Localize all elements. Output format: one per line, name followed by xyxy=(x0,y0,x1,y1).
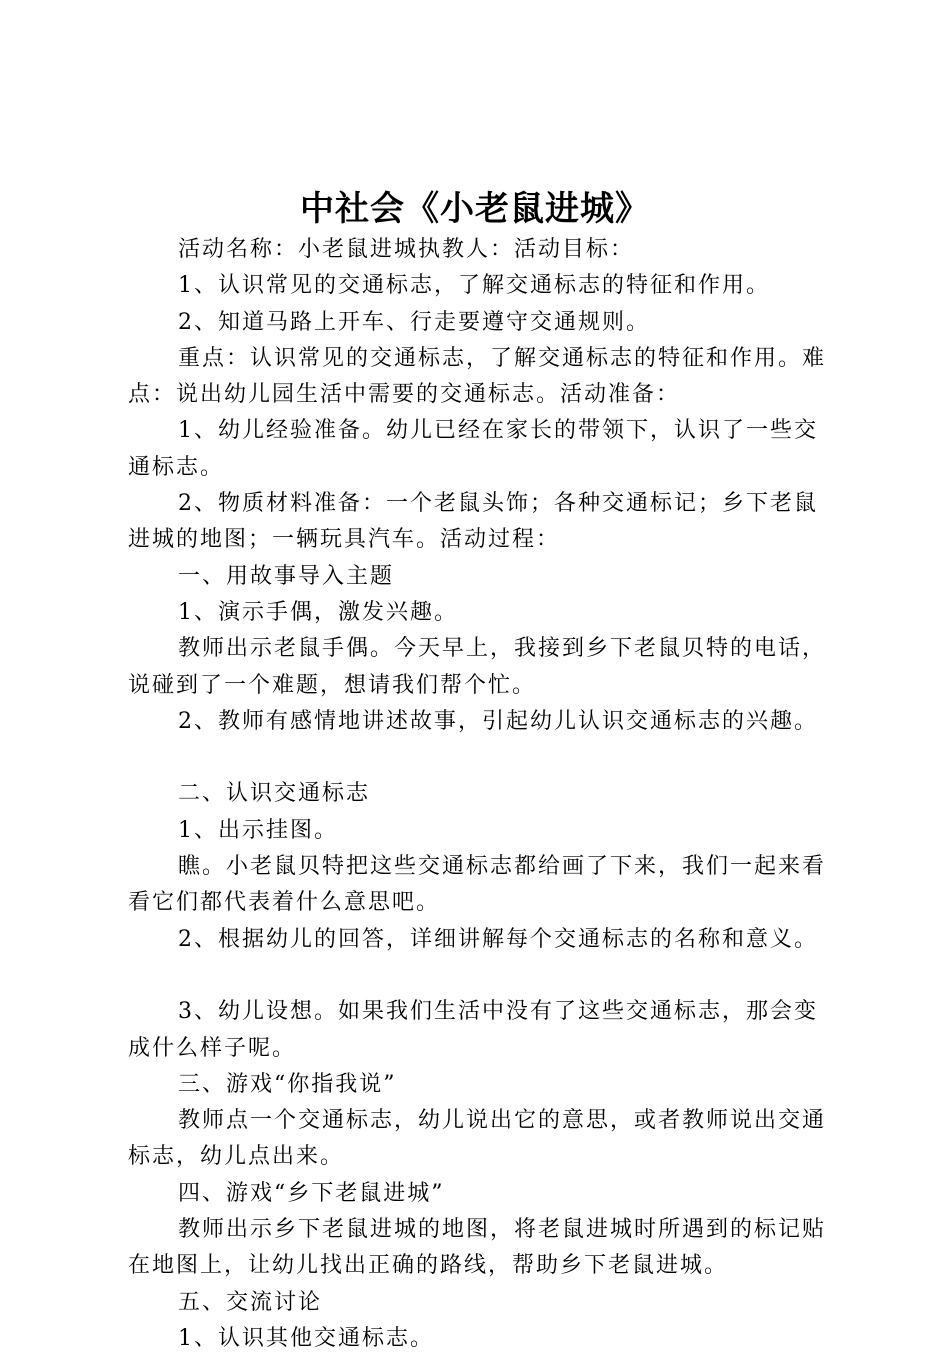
paragraph: 1、出示挂图。 xyxy=(178,817,338,843)
paragraph: 2、知道马路上开车、行走要遵守交通规则。 xyxy=(178,309,650,335)
paragraph: 1、演示手偶，激发兴趣。 xyxy=(178,599,458,625)
paragraph: 重点：认识常见的交通标志，了解交通标志的特征和作用。难点：说出幼儿园生活中需要的交通标志。活动准备： xyxy=(128,345,827,408)
paragraph: 一、用故事导入主题 xyxy=(178,563,395,589)
paragraph: 瞧。小老鼠贝特把这些交通标志都给画了下来，我们一起来看看它们都代表着什么意思吧。 xyxy=(128,854,827,916)
paragraph: 2、根据幼儿的回答，详细讲解每个交通标志的名称和意义。 xyxy=(178,926,818,952)
paragraph: 1、幼儿经验准备。幼儿已经在家长的带领下，认识了一些交通标志。 xyxy=(128,418,818,480)
blank-line xyxy=(128,958,838,994)
document-title: 中社会《小老鼠进城》 xyxy=(300,189,650,229)
paragraph: 二、认识交通标志 xyxy=(178,781,371,807)
paragraph: 五、交流讨论 xyxy=(178,1289,323,1315)
paragraph: 教师出示乡下老鼠进城的地图，将老鼠进城时所遇到的标记贴在地图上，让幼儿找出正确的路线，帮助乡下老鼠进城。 xyxy=(128,1217,827,1279)
paragraph: 1、认识其他交通标志。 xyxy=(178,1325,434,1351)
blank-line xyxy=(128,740,838,776)
paragraph: 3、幼儿设想。如果我们生活中没有了这些交通标志，那会变成什么样子呢。 xyxy=(128,999,818,1061)
paragraph: 2、物质材料准备：一个老鼠头饰；各种交通标记；乡下老鼠进城的地图；一辆玩具汽车。活动过程： xyxy=(128,491,818,553)
paragraph: 三、游戏“你指我说” xyxy=(178,1071,397,1097)
paragraph: 四、游戏“乡下老鼠进城” xyxy=(178,1180,445,1206)
document-body xyxy=(128,232,838,1357)
paragraph: 教师点一个交通标志，幼儿说出它的意思，或者教师说出交通标志，幼儿点出来。 xyxy=(128,1108,827,1170)
paragraph: 教师出示老鼠手偶。今天早上，我接到乡下老鼠贝特的电话，说碰到了一个难题，想请我们帮个忙。 xyxy=(128,636,827,698)
paragraph: 活动名称：小老鼠进城执教人：活动目标： xyxy=(178,237,635,262)
paragraph: 2、教师有感情地讲述故事，引起幼儿认识交通标志的兴趣。 xyxy=(178,708,818,734)
paragraph: 1、认识常见的交通标志，了解交通标志的特征和作用。 xyxy=(178,273,770,299)
